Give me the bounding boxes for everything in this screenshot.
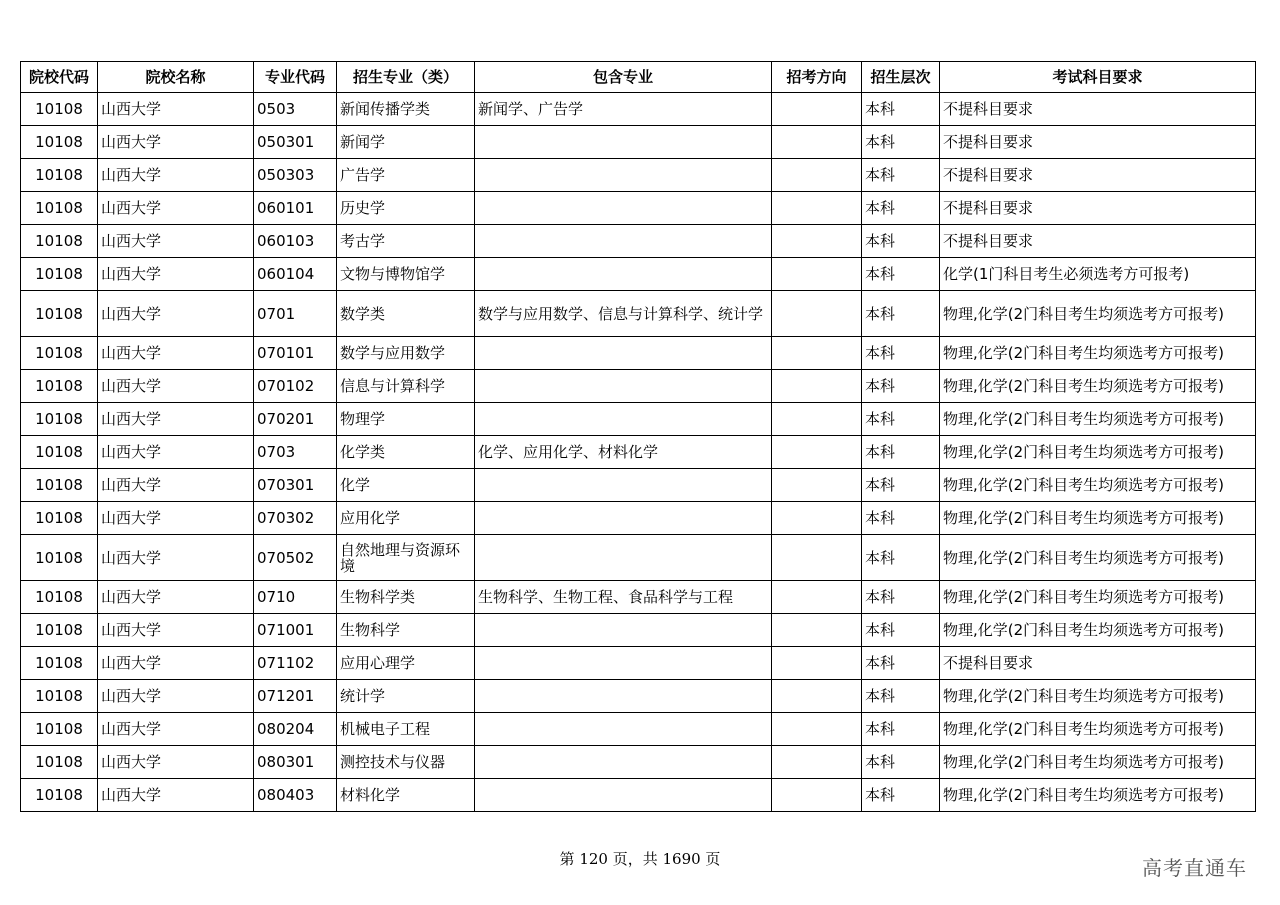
major-cell: 数学类 [337, 291, 475, 337]
school-code-cell: 10108 [21, 779, 98, 812]
major-cell: 生物科学 [337, 614, 475, 647]
direction-cell [772, 93, 862, 126]
major-cell: 统计学 [337, 680, 475, 713]
level-cell: 本科 [862, 436, 940, 469]
major-cell: 机械电子工程 [337, 713, 475, 746]
major-code-cell: 071102 [254, 647, 337, 680]
table-row [21, 126, 1256, 159]
major-code-cell: 071001 [254, 614, 337, 647]
table-row [21, 370, 1256, 403]
major-code-cell: 0503 [254, 93, 337, 126]
table-row [21, 93, 1256, 126]
school-name-cell: 山西大学 [98, 258, 254, 291]
table-row [21, 192, 1256, 225]
requirements-cell: 不提科目要求 [940, 225, 1256, 258]
requirements-cell: 物理,化学(2门科目考生均须选考方可报考) [940, 291, 1256, 337]
major-code-cell: 060104 [254, 258, 337, 291]
major-cell: 考古学 [337, 225, 475, 258]
direction-cell [772, 192, 862, 225]
table-row [21, 779, 1256, 812]
page-number: 第 120 页，共 1690 页 [559, 850, 721, 868]
school-code-cell: 10108 [21, 647, 98, 680]
school-name-cell: 山西大学 [98, 337, 254, 370]
requirements-cell: 物理,化学(2门科目考生均须选考方可报考) [940, 370, 1256, 403]
includes-cell [475, 403, 772, 436]
requirements-cell: 物理,化学(2门科目考生均须选考方可报考) [940, 469, 1256, 502]
level-cell: 本科 [862, 713, 940, 746]
direction-cell [772, 126, 862, 159]
includes-cell [475, 126, 772, 159]
table-row [21, 469, 1256, 502]
direction-cell [772, 436, 862, 469]
requirements-cell: 物理,化学(2门科目考生均须选考方可报考) [940, 337, 1256, 370]
table-row [21, 502, 1256, 535]
school-code-cell: 10108 [21, 746, 98, 779]
includes-cell [475, 370, 772, 403]
level-cell: 本科 [862, 581, 940, 614]
includes-cell [475, 469, 772, 502]
includes-cell [475, 258, 772, 291]
major-code-cell: 050301 [254, 126, 337, 159]
admissions-table [20, 61, 1256, 812]
major-code-cell: 070101 [254, 337, 337, 370]
school-code-cell: 10108 [21, 581, 98, 614]
major-code-cell: 080301 [254, 746, 337, 779]
school-code-cell: 10108 [21, 225, 98, 258]
direction-cell [772, 502, 862, 535]
table-row [21, 581, 1256, 614]
school-name-cell: 山西大学 [98, 225, 254, 258]
table-row [21, 436, 1256, 469]
school-code-cell: 10108 [21, 93, 98, 126]
header-major: 招生专业（类） [337, 62, 475, 93]
school-name-cell: 山西大学 [98, 680, 254, 713]
table-row [21, 403, 1256, 436]
school-code-cell: 10108 [21, 159, 98, 192]
includes-cell: 数学与应用数学、信息与计算科学、统计学 [475, 291, 772, 337]
includes-cell [475, 159, 772, 192]
direction-cell [772, 291, 862, 337]
school-name-cell: 山西大学 [98, 370, 254, 403]
major-cell: 文物与博物馆学 [337, 258, 475, 291]
major-cell: 信息与计算科学 [337, 370, 475, 403]
major-cell: 数学与应用数学 [337, 337, 475, 370]
includes-cell [475, 779, 772, 812]
school-code-cell: 10108 [21, 126, 98, 159]
school-name-cell: 山西大学 [98, 614, 254, 647]
header-school-code: 院校代码 [21, 62, 98, 93]
requirements-cell: 物理,化学(2门科目考生均须选考方可报考) [940, 713, 1256, 746]
header-school-name: 院校名称 [98, 62, 254, 93]
major-code-cell: 070301 [254, 469, 337, 502]
requirements-cell: 物理,化学(2门科目考生均须选考方可报考) [940, 502, 1256, 535]
includes-cell: 生物科学、生物工程、食品科学与工程 [475, 581, 772, 614]
direction-cell [772, 535, 862, 581]
level-cell: 本科 [862, 680, 940, 713]
header-major-code: 专业代码 [254, 62, 337, 93]
level-cell: 本科 [862, 225, 940, 258]
requirements-cell: 化学(1门科目考生必须选考方可报考) [940, 258, 1256, 291]
school-name-cell: 山西大学 [98, 192, 254, 225]
table-row [21, 746, 1256, 779]
requirements-cell: 物理,化学(2门科目考生均须选考方可报考) [940, 581, 1256, 614]
direction-cell [772, 337, 862, 370]
major-cell: 物理学 [337, 403, 475, 436]
level-cell: 本科 [862, 258, 940, 291]
school-code-cell: 10108 [21, 713, 98, 746]
major-code-cell: 0710 [254, 581, 337, 614]
requirements-cell: 物理,化学(2门科目考生均须选考方可报考) [940, 779, 1256, 812]
direction-cell [772, 469, 862, 502]
requirements-cell: 不提科目要求 [940, 93, 1256, 126]
direction-cell [772, 647, 862, 680]
level-cell: 本科 [862, 469, 940, 502]
school-code-cell: 10108 [21, 370, 98, 403]
school-code-cell: 10108 [21, 614, 98, 647]
direction-cell [772, 680, 862, 713]
major-cell: 应用心理学 [337, 647, 475, 680]
school-name-cell: 山西大学 [98, 436, 254, 469]
major-code-cell: 070502 [254, 535, 337, 581]
direction-cell [772, 159, 862, 192]
header-requirements: 考试科目要求 [940, 62, 1256, 93]
direction-cell [772, 614, 862, 647]
level-cell: 本科 [862, 779, 940, 812]
requirements-cell: 物理,化学(2门科目考生均须选考方可报考) [940, 746, 1256, 779]
school-name-cell: 山西大学 [98, 126, 254, 159]
level-cell: 本科 [862, 126, 940, 159]
requirements-cell: 物理,化学(2门科目考生均须选考方可报考) [940, 614, 1256, 647]
level-cell: 本科 [862, 291, 940, 337]
level-cell: 本科 [862, 614, 940, 647]
major-code-cell: 060103 [254, 225, 337, 258]
table-row [21, 225, 1256, 258]
requirements-cell: 物理,化学(2门科目考生均须选考方可报考) [940, 680, 1256, 713]
requirements-cell: 不提科目要求 [940, 159, 1256, 192]
includes-cell [475, 502, 772, 535]
includes-cell [475, 680, 772, 713]
level-cell: 本科 [862, 647, 940, 680]
includes-cell: 新闻学、广告学 [475, 93, 772, 126]
school-code-cell: 10108 [21, 436, 98, 469]
major-cell: 应用化学 [337, 502, 475, 535]
includes-cell [475, 535, 772, 581]
school-name-cell: 山西大学 [98, 581, 254, 614]
major-code-cell: 0703 [254, 436, 337, 469]
direction-cell [772, 581, 862, 614]
level-cell: 本科 [862, 502, 940, 535]
table-row [21, 258, 1256, 291]
major-code-cell: 050303 [254, 159, 337, 192]
level-cell: 本科 [862, 337, 940, 370]
school-code-cell: 10108 [21, 535, 98, 581]
table-row [21, 535, 1256, 581]
includes-cell [475, 192, 772, 225]
table-row [21, 337, 1256, 370]
major-code-cell: 0701 [254, 291, 337, 337]
level-cell: 本科 [862, 535, 940, 581]
requirements-cell: 物理,化学(2门科目考生均须选考方可报考) [940, 436, 1256, 469]
requirements-cell: 不提科目要求 [940, 192, 1256, 225]
includes-cell [475, 225, 772, 258]
school-code-cell: 10108 [21, 337, 98, 370]
table-row [21, 614, 1256, 647]
direction-cell [772, 779, 862, 812]
major-code-cell: 070102 [254, 370, 337, 403]
major-cell: 广告学 [337, 159, 475, 192]
school-code-cell: 10108 [21, 291, 98, 337]
school-code-cell: 10108 [21, 403, 98, 436]
includes-cell [475, 647, 772, 680]
school-name-cell: 山西大学 [98, 713, 254, 746]
major-cell: 自然地理与资源环境 [337, 535, 475, 581]
direction-cell [772, 713, 862, 746]
watermark: 高考直通车 [1142, 856, 1247, 880]
school-name-cell: 山西大学 [98, 469, 254, 502]
school-name-cell: 山西大学 [98, 502, 254, 535]
school-name-cell: 山西大学 [98, 535, 254, 581]
table-row [21, 647, 1256, 680]
direction-cell [772, 746, 862, 779]
direction-cell [772, 258, 862, 291]
school-name-cell: 山西大学 [98, 403, 254, 436]
major-code-cell: 080403 [254, 779, 337, 812]
school-code-cell: 10108 [21, 680, 98, 713]
includes-cell [475, 337, 772, 370]
school-code-cell: 10108 [21, 192, 98, 225]
requirements-cell: 不提科目要求 [940, 126, 1256, 159]
major-cell: 材料化学 [337, 779, 475, 812]
includes-cell [475, 746, 772, 779]
level-cell: 本科 [862, 159, 940, 192]
table-row [21, 713, 1256, 746]
major-cell: 测控技术与仪器 [337, 746, 475, 779]
major-cell: 化学 [337, 469, 475, 502]
school-name-cell: 山西大学 [98, 647, 254, 680]
school-code-cell: 10108 [21, 469, 98, 502]
school-name-cell: 山西大学 [98, 291, 254, 337]
major-code-cell: 071201 [254, 680, 337, 713]
includes-cell [475, 614, 772, 647]
includes-cell [475, 713, 772, 746]
direction-cell [772, 403, 862, 436]
table-row [21, 291, 1256, 337]
header-includes: 包含专业 [475, 62, 772, 93]
school-code-cell: 10108 [21, 502, 98, 535]
level-cell: 本科 [862, 192, 940, 225]
requirements-cell: 物理,化学(2门科目考生均须选考方可报考) [940, 535, 1256, 581]
requirements-cell: 不提科目要求 [940, 647, 1256, 680]
school-code-cell: 10108 [21, 258, 98, 291]
school-name-cell: 山西大学 [98, 746, 254, 779]
requirements-cell: 物理,化学(2门科目考生均须选考方可报考) [940, 403, 1256, 436]
table-header-row [21, 62, 1256, 93]
level-cell: 本科 [862, 403, 940, 436]
table-row [21, 159, 1256, 192]
table-row [21, 680, 1256, 713]
major-code-cell: 060101 [254, 192, 337, 225]
header-direction: 招考方向 [772, 62, 862, 93]
major-code-cell: 070302 [254, 502, 337, 535]
school-name-cell: 山西大学 [98, 93, 254, 126]
level-cell: 本科 [862, 370, 940, 403]
level-cell: 本科 [862, 93, 940, 126]
school-name-cell: 山西大学 [98, 779, 254, 812]
major-code-cell: 080204 [254, 713, 337, 746]
major-cell: 新闻学 [337, 126, 475, 159]
school-name-cell: 山西大学 [98, 159, 254, 192]
level-cell: 本科 [862, 746, 940, 779]
header-level: 招生层次 [862, 62, 940, 93]
direction-cell [772, 225, 862, 258]
includes-cell: 化学、应用化学、材料化学 [475, 436, 772, 469]
direction-cell [772, 370, 862, 403]
major-cell: 历史学 [337, 192, 475, 225]
major-code-cell: 070201 [254, 403, 337, 436]
major-cell: 化学类 [337, 436, 475, 469]
major-cell: 生物科学类 [337, 581, 475, 614]
major-cell: 新闻传播学类 [337, 93, 475, 126]
